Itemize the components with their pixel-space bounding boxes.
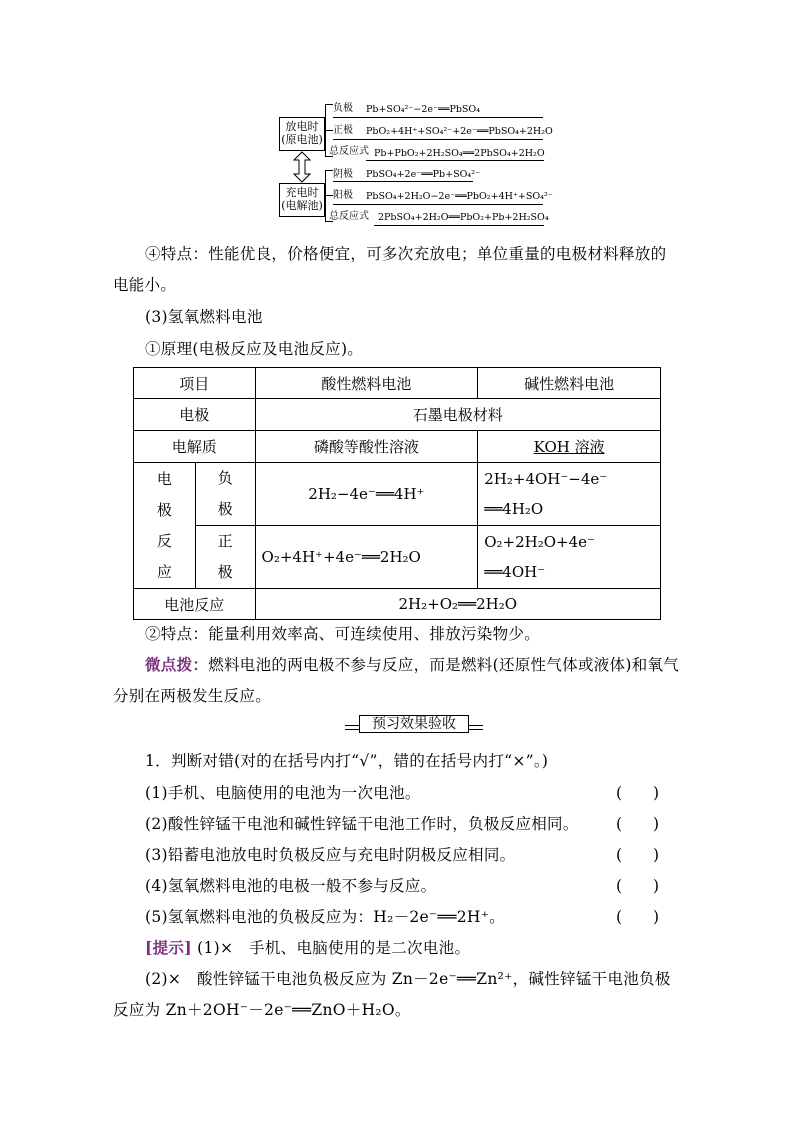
- pos-base: [478, 526, 661, 589]
- charge-cathode-eq: PbSO₄+2e⁻══Pb+SO₄²⁻: [366, 169, 481, 180]
- neg-label: [195, 463, 255, 526]
- feature2-line: ②特点：能量利用效率高、可连续使用、排放污染物少。: [145, 625, 541, 643]
- neg-base-line2: ══4H₂O: [484, 500, 544, 518]
- electrolyte-base-text: KOH 溶液: [533, 438, 605, 456]
- discharge-total-eq: Pb+PbO₂+2H₂SO₄══2PbSO₄+2H₂O: [374, 148, 545, 159]
- reaction-char-4: 应: [156, 562, 172, 581]
- answer-bracket-4[interactable]: ( ): [616, 877, 660, 895]
- pos-base-line1: O₂+2H₂O+4e⁻: [484, 533, 595, 551]
- neg-base: [478, 463, 661, 526]
- neg-char-2: 极: [217, 500, 233, 518]
- neg-acid: 2H₂−4e⁻══4H⁺: [255, 463, 478, 526]
- electrode-value: 石墨电极材料: [255, 399, 660, 431]
- electrolyte-base: [478, 431, 661, 463]
- pos-char-2: 极: [217, 563, 233, 581]
- fuel-cell-table: [133, 367, 661, 620]
- reaction-char-1: 电: [156, 469, 172, 488]
- reaction-char-3: 反: [156, 531, 172, 550]
- electrolyte-acid: 磷酸等酸性溶液: [255, 431, 478, 463]
- answer-label: [提示]: [145, 938, 192, 957]
- charge-box-line1: 充电时: [285, 186, 319, 199]
- cell-reaction-label: 电池反应: [134, 589, 256, 620]
- double-arrow-icon: [293, 151, 311, 183]
- banner-text: 预习效果验收: [359, 715, 469, 733]
- pos-acid: O₂+4H⁺+4e⁻══2H₂O: [255, 526, 478, 589]
- discharge-neg-eq: Pb+SO₄²⁻−2e⁻══PbSO₄: [366, 104, 481, 115]
- pos-label: [195, 526, 255, 589]
- answer-bracket-5[interactable]: ( ): [616, 908, 660, 926]
- question-item-1: (1)手机、电脑使用的电池为一次电池。: [145, 784, 421, 802]
- pos-base-line2: ══4OH⁻: [484, 563, 546, 581]
- answer-1: (1)× 手机、电脑使用的是二次电池。: [197, 939, 471, 957]
- answer-2-line2: 反应为 Zn＋2OH⁻－2e⁻══ZnO＋H₂O。: [113, 1001, 411, 1019]
- reaction-char-2: 极: [156, 500, 172, 519]
- tip-label: 微点拨：: [145, 655, 209, 674]
- feature4-line1: ④特点：性能优良，价格便宜，可多次充放电；单位重量的电极材料释放的: [145, 245, 667, 263]
- answer-line1: [145, 936, 470, 958]
- question-item-2: (2)酸性锌锰干电池和碱性锌锰干电池工作时，负极反应相同。: [145, 815, 579, 833]
- charge-total-label: 总反应式: [329, 211, 369, 222]
- neg-base-line1: 2H₂+4OH⁻−4e⁻: [484, 470, 608, 488]
- discharge-total-label: 总反应式: [329, 146, 369, 157]
- answer-bracket-3[interactable]: ( ): [616, 846, 660, 864]
- tip-text1: 燃料电池的两电极不参与反应，而是燃料(还原性气体或液体)和氧气: [208, 656, 680, 674]
- charge-total-eq: 2PbSO₄+2H₂O══PbO₂+Pb+2H₂SO₄: [378, 212, 549, 223]
- charge-box-line2: (电解池): [281, 199, 323, 212]
- pos-char-1: 正: [217, 532, 233, 550]
- charge-anode-eq: PbSO₄+2H₂O−2e⁻══PbO₂+4H⁺+SO₄²⁻: [366, 191, 553, 202]
- discharge-pos-eq: PbO₂+4H⁺+SO₄²⁻+2e⁻══PbSO₄+2H₂O: [366, 126, 553, 137]
- discharge-neg-label: 负极: [333, 103, 353, 114]
- question-item-3: (3)铅蓄电池放电时负极反应与充电时阴极反应相同。: [145, 846, 516, 864]
- neg-char-1: 负: [217, 469, 233, 487]
- question-item-4: (4)氢氧燃料电池的电极一般不参与反应。: [145, 877, 437, 895]
- table-header-acid: 酸性燃料电池: [255, 368, 478, 399]
- charge-anode-label: 阳极: [333, 190, 353, 201]
- question-item-5: (5)氢氧燃料电池的负极反应为：H₂－2e⁻══2H⁺。: [145, 908, 506, 926]
- answer-bracket-1[interactable]: ( ): [616, 784, 660, 802]
- tip-line1: [145, 653, 679, 675]
- answer-bracket-2[interactable]: ( ): [616, 815, 660, 833]
- principle-heading: ①原理(电极反应及电池反应)。: [145, 340, 364, 358]
- discharge-box-line1: 放电时: [285, 120, 319, 133]
- feature4-line2: 电能小。: [113, 276, 177, 294]
- electrolyte-label: 电解质: [134, 431, 256, 463]
- table-header-item: 项目: [134, 368, 256, 399]
- electrode-reaction-label: [134, 463, 196, 589]
- answer-2-line1: (2)× 酸性锌锰干电池负极反应为 Zn－2e⁻══Zn²⁺，碱性锌锰干电池负极: [145, 970, 671, 988]
- question1-title: 1．判断对错(对的在括号内打“√”，错的在括号内打“×”。): [145, 752, 549, 770]
- table-header-base: 碱性燃料电池: [478, 368, 661, 399]
- discharge-box-line2: (原电池): [281, 133, 323, 146]
- charge-cathode-label: 阴极: [333, 169, 353, 180]
- tip-line2: 分别在两极发生反应。: [113, 687, 272, 705]
- section-banner: [345, 715, 483, 735]
- cell-reaction-value: 2H₂+O₂══2H₂O: [255, 589, 660, 620]
- section3-title: (3)氢氧燃料电池: [145, 308, 263, 326]
- discharge-box: [279, 117, 325, 151]
- electrode-label: 电极: [134, 399, 256, 431]
- discharge-pos-label: 正极: [333, 125, 353, 136]
- charge-box: [279, 183, 325, 217]
